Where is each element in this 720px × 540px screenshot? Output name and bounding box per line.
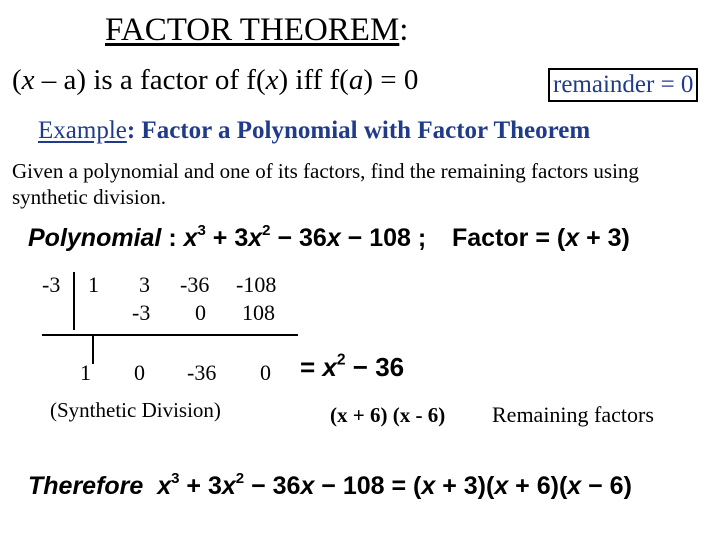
- math-var: x: [300, 472, 315, 500]
- remainder-box: remainder = 0: [548, 68, 698, 102]
- quotient-result: [300, 350, 404, 385]
- math-part: =: [300, 352, 323, 382]
- math-part: − 36: [345, 352, 405, 382]
- math-part: + 3: [205, 224, 249, 252]
- math-part: + 6)(: [508, 472, 568, 500]
- sd-row2-cell: 0: [195, 300, 206, 325]
- sd-divisor: -3: [42, 272, 61, 297]
- math-exponent: 3: [197, 221, 206, 239]
- remaining-factors-label: Remaining factors: [492, 402, 654, 427]
- math-var: x: [565, 224, 580, 252]
- math-var: x: [221, 472, 236, 500]
- math-exponent: 2: [262, 221, 271, 239]
- theorem-statement: [12, 62, 418, 98]
- math-var: x: [248, 224, 263, 252]
- example-heading: [38, 115, 590, 147]
- sd-row1-cell: -108: [236, 272, 277, 297]
- given-text: Given a polynomial and one of its factors, find the remaining factors using synthetic division.: [12, 159, 639, 209]
- example-label: Example: [38, 117, 127, 144]
- title-text: FACTOR THEOREM: [105, 12, 400, 48]
- math-part: − 36: [244, 472, 301, 500]
- theorem-var: x: [21, 64, 35, 96]
- sd-vertical-bar: [73, 272, 75, 330]
- theorem-part: ) = 0: [363, 64, 419, 96]
- sd-row1-cell: 1: [88, 272, 99, 297]
- sd-horizontal-line: [42, 334, 298, 336]
- math-part: − 6): [581, 472, 632, 500]
- factor-line: [452, 220, 630, 257]
- math-var: x: [183, 224, 198, 252]
- example-text: : Factor a Polynomial with Factor Theorem: [126, 117, 591, 144]
- math-part: = (: [528, 224, 566, 252]
- sd-caption: (Synthetic Division): [50, 398, 221, 422]
- theorem-var: a: [348, 64, 364, 96]
- polynomial-label: Polynomial: [28, 224, 162, 252]
- title-colon: :: [399, 12, 409, 48]
- math-part: − 36: [270, 224, 327, 252]
- factored-quotient: (x + 6) (x - 6): [330, 403, 446, 427]
- theorem-part: – a) is a factor of f(: [34, 64, 266, 96]
- theorem-var: x: [265, 64, 279, 96]
- math-part: + 3)(: [435, 472, 495, 500]
- math-exponent: 3: [171, 469, 180, 487]
- math-var: x: [421, 472, 436, 500]
- sd-row3-cell: 0: [260, 360, 271, 385]
- sd-row2-cell: 108: [242, 300, 275, 325]
- sd-row3-cell: 0: [134, 360, 145, 385]
- page-title: [105, 10, 408, 50]
- math-var: x: [322, 352, 337, 382]
- math-var: x: [326, 224, 341, 252]
- theorem-part: (: [12, 64, 22, 96]
- math-exponent: 2: [336, 351, 346, 369]
- therefore-line: [28, 468, 632, 505]
- math-var: x: [157, 472, 172, 500]
- sd-row2-cell: -3: [132, 300, 151, 325]
- math-space: [143, 472, 157, 500]
- math-part: − 108 = (: [314, 472, 422, 500]
- factor-label: Factor: [452, 224, 529, 252]
- math-var: x: [494, 472, 509, 500]
- math-part: + 3): [579, 224, 630, 252]
- sd-row3-cell: 1: [80, 360, 91, 385]
- sd-quotient-bar: [92, 336, 94, 364]
- math-exponent: 2: [235, 469, 245, 487]
- math-part: + 3: [179, 472, 222, 500]
- sd-row3-cell: -36: [187, 360, 217, 385]
- polynomial-line: [28, 220, 426, 257]
- sd-row1-cell: 3: [139, 272, 150, 297]
- theorem-part: ) iff f(: [278, 64, 349, 96]
- math-part: :: [161, 224, 184, 252]
- math-part: − 108 ;: [340, 224, 427, 252]
- therefore-label: Therefore: [28, 472, 144, 500]
- sd-row1-cell: -36: [180, 272, 210, 297]
- math-var: x: [567, 472, 582, 500]
